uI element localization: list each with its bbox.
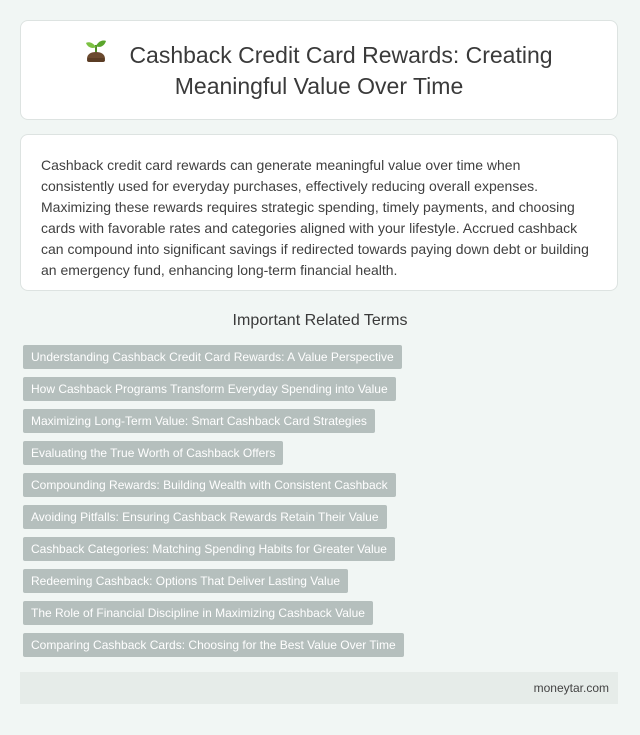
related-term-tag[interactable]: Cashback Categories: Matching Spending Habits for Greater Value bbox=[23, 537, 395, 561]
sprout-icon bbox=[85, 39, 107, 72]
related-term-tag[interactable]: Evaluating the True Worth of Cashback Offers bbox=[23, 441, 283, 465]
related-term-tag[interactable]: Comparing Cashback Cards: Choosing for the Best Value Over Time bbox=[23, 633, 404, 657]
related-terms-list bbox=[23, 345, 583, 665]
summary-text: Cashback credit card rewards can generate meaningful value over time when consistently used for everyday purchases, effectively reducing overall expenses. Maximizing these rewards requires strategic spending, timely payments, and choosing cards with favorable rates and categories aligned with your lifestyle. Accrued cashback can compound into significant savings if redirected towards paying down debt or building an emergency fund, enhancing long-term financial health. bbox=[41, 157, 589, 278]
footer-site-link[interactable]: moneytar.com bbox=[533, 681, 609, 695]
related-term-tag[interactable]: Maximizing Long-Term Value: Smart Cashback Card Strategies bbox=[23, 409, 375, 433]
header-card bbox=[20, 20, 618, 120]
related-term-tag[interactable]: Compounding Rewards: Building Wealth with Consistent Cashback bbox=[23, 473, 396, 497]
related-term-tag[interactable]: The Role of Financial Discipline in Maximizing Cashback Value bbox=[23, 601, 373, 625]
related-term-tag[interactable]: Redeeming Cashback: Options That Deliver Lasting Value bbox=[23, 569, 348, 593]
footer bbox=[20, 672, 618, 704]
related-term-tag[interactable]: Understanding Cashback Credit Card Rewards: A Value Perspective bbox=[23, 345, 402, 369]
related-term-tag[interactable]: How Cashback Programs Transform Everyday Spending into Value bbox=[23, 377, 396, 401]
related-terms-heading: Important Related Terms bbox=[232, 312, 408, 329]
page-title bbox=[79, 39, 559, 101]
page-title-text: Cashback Credit Card Rewards: Creating Meaningful Value Over Time bbox=[129, 42, 553, 99]
summary-card bbox=[20, 134, 618, 291]
related-term-tag[interactable]: Avoiding Pitfalls: Ensuring Cashback Rewards Retain Their Value bbox=[23, 505, 387, 529]
